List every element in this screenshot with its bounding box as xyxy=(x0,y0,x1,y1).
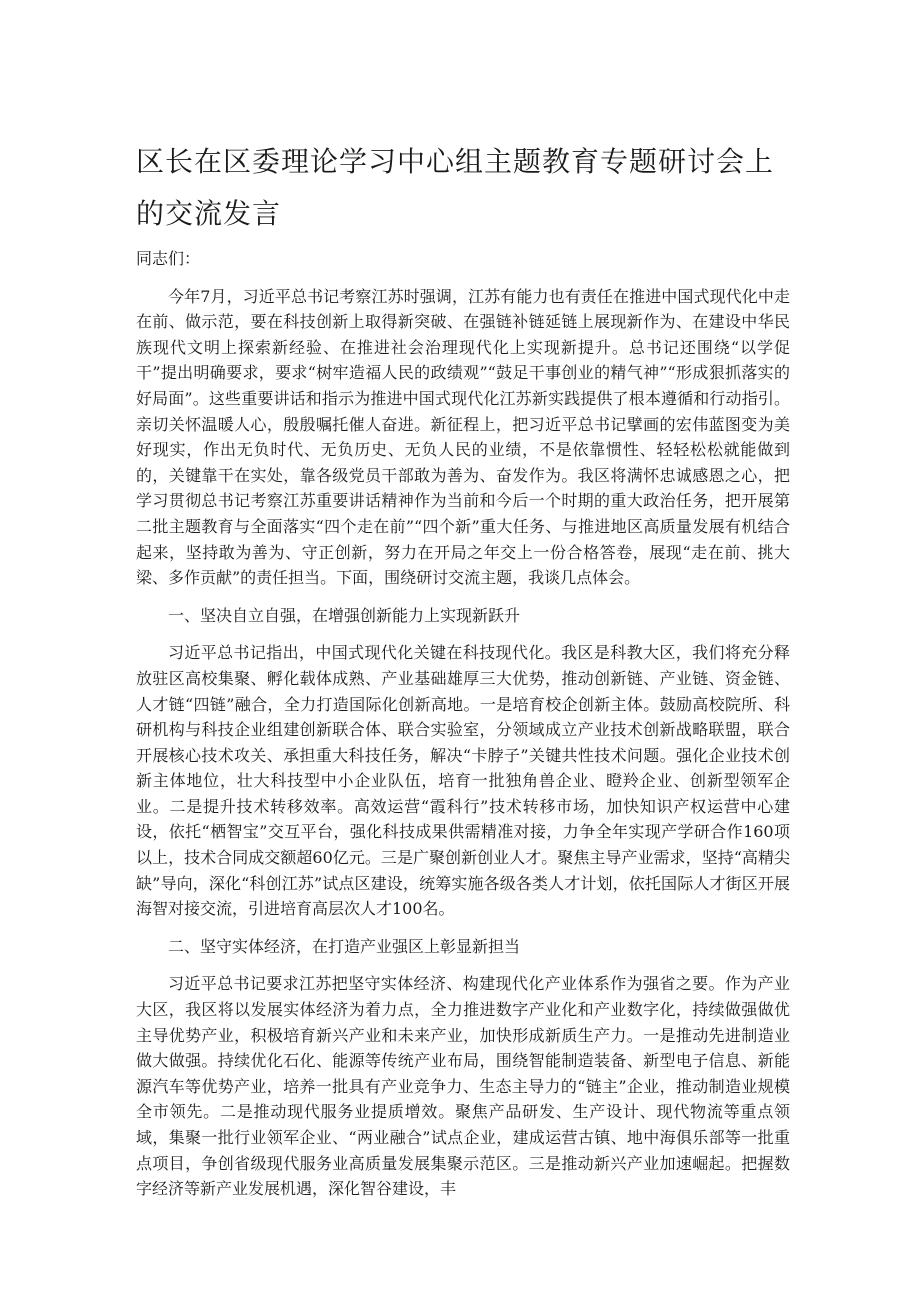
document-title: 区长在区委理论学习中心组主题教育专题研讨会上的交流发言 xyxy=(136,145,775,230)
intro-paragraph: 今年7月，习近平总书记考察江苏时强调，江苏有能力也有责任在推进中国式现代化中走在前、做示范，要在科技创新上取得新突破、在强链补链延链上展现新作为、在建设中华民族现代文明上探索新经验、在推进社会治理现代化上实现新提升。总书记还围绕“以学促干”提出明确要求，要求“树牢造福人民的政绩观”“鼓足干事创业的精气神”“形成狠抓落实的好局面”。这些重要讲话和指示为推进中国式现代化江苏新实践提供了根本遵循和行动指引。亲切关怀温暖人心，殷殷嘱托催人奋进。新征程上，把习近平总书记擘画的宏伟蓝图变为美好现实，作出无负时代、无负历史、无负人民的业绩，不是依靠惯性、轻轻松松就能做到的，关键靠干在实处，靠各级党员干部敢为善为、奋发作为。我区将满怀忠诚感恩之心，把学习贯彻总书记考察江苏重要讲话精神作为当前和今后一个时期的重大政治任务，把开展第二批主题教育与全面落实“四个走在前”“四个新”重大任务、与推进地区高质量发展有机结合起来，坚持敢为善为、守正创新，努力在开局之年交上一份合格答卷，展现“走在前、挑大梁、多作贡献”的责任担当。下面，围绕研讨交流主题，我谈几点体会。 xyxy=(136,286,790,588)
section-2-heading: 二、坚守实体经济，在打造产业强区上彰显新担当 xyxy=(168,936,521,956)
document-body xyxy=(136,246,790,1202)
section-1-heading: 一、坚决自立自强，在增强创新能力上实现新跃升 xyxy=(168,605,521,625)
salutation: 同志们： xyxy=(136,249,201,268)
section-2-paragraph: 习近平总书记要求江苏把坚守实体经济、构建现代化产业体系作为强省之要。作为产业大区，我区将以发展实体经济为着力点，全力推进数字产业化和产业数字化，持续做强做优主导优势产业，积极培育新兴产业和未来产业，加快形成新质生产力。一是推动先进制造业做大做强。持续优化石化、能源等传统产业布局，围绕智能制造装备、新型电子信息、新能源汽车等优势产业，培养一批具有产业竞争力、生态主导力的“链主”企业，推动制造业规模全市领先。二是推动现代服务业提质增效。聚焦产品研发、生产设计、现代物流等重点领域，集聚一批行业领军企业、“两业融合”试点企业，建成运营古镇、地中海俱乐部等一批重点项目，争创省级现代服务业高质量发展集聚示范区。三是推动新兴产业加速崛起。把握数字经济等新产业发展机遇，深化智谷建设，丰 xyxy=(136,974,790,1199)
section-1-paragraph: 习近平总书记指出，中国式现代化关键在科技现代化。我区是科教大区，我们将充分释放驻区高校集聚、孵化载体成熟、产业基础雄厚三大优势，推动创新链、产业链、资金链、人才链“四链”融合，全力打造国际化创新高地。一是培育校企创新主体。鼓励高校院所、科研机构与科技企业组建创新联合体、联合实验室，分领域成立产业技术创新战略联盟，联合开展核心技术攻关、承担重大科技任务，解决“卡脖子”关键共性技术问题。强化企业技术创新主体地位，壮大科技型中小企业队伍，培育一批独角兽企业、瞪羚企业、创新型领军企业。二是提升技术转移效率。高效运营“霞科行”技术转移市场，加快知识产权运营中心建设，依托“栖智宝”交互平台，强化科技成果供需精准对接，力争全年实现产学研合作160项以上，技术合同成交额超60亿元。三是广聚创新创业人才。聚焦主导产业需求，坚持“高精尖缺”导向，深化“科创江苏”试点区建设，统筹实施各级各类人才计划，依托国际人才街区开展海智对接交流，引进培育高层次人才100名。 xyxy=(136,643,790,919)
